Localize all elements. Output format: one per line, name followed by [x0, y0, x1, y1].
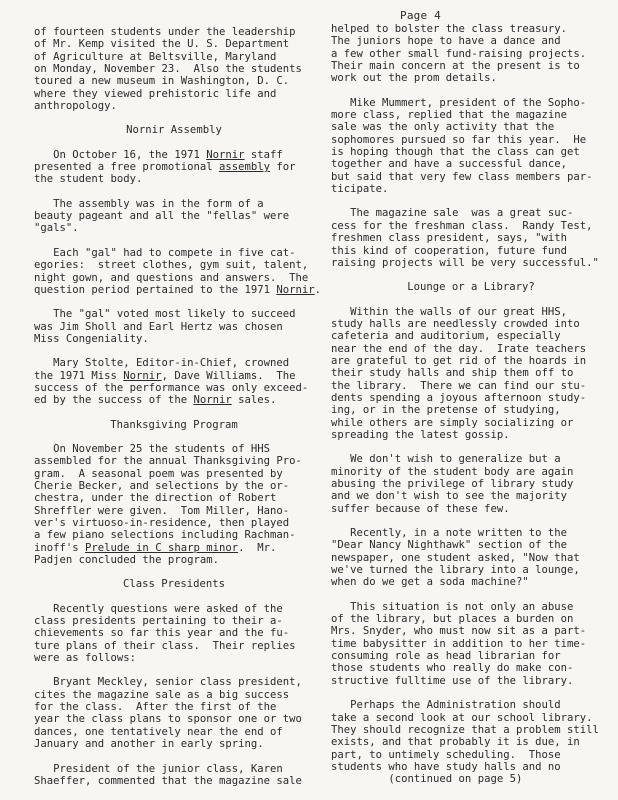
underlined-nornir: Nornir [193, 394, 232, 407]
intro-paragraph: of fourteen students under the leadership of Mr. Kemp visited the U. S. Department of Agriculture at Beltsville, Maryland on Monday, November 23. Also the students toured a new museum in Washington, D. C. where they viewed prehistoric life and anthropology. [34, 26, 302, 113]
sophomore-paragraph: Mike Mummert, president of the Sopho- more class, replied that the magazine sale was the only activity that the sophomores pursued so far this year. He is hoping though that the class can get together and have a successful dance, but said that very few class members par- ticipate. [331, 96, 593, 196]
left-column [34, 26, 322, 799]
bryant-paragraph: Bryant Meckley, senior class president, cites the magazine sale as a big success for the class. After the first of the year the class plans to sponsor one or two dances, one tentatively near the end of January and another in early spring. [34, 676, 302, 751]
freshman-paragraph: The magazine sale was a great suc- cess for the freshman class. Randy Test, freshmen class president, says, "with this kind of cooperation, future fund raising projects will be very successful." [331, 207, 599, 269]
thanksgiving-heading: Thanksgiving Program [110, 418, 238, 431]
lounge-heading: Lounge or a Library? [407, 281, 535, 294]
recently-paragraph: Recently questions were asked of the class presidents pertaining to their a- chievements so far this year and the fu- ture plans of their class. Their replies were as follows: [34, 602, 296, 665]
categories-paragraph [34, 246, 322, 296]
thanksgiving-paragraph [34, 443, 314, 566]
text-run: On November 25 the students of HHS assembled for the annual Thanksgiving Pro- gram. A seasonal poem was presented by Cherie Becker, and selections by the or- chestra, under the direction of Robert Shreffler were given. Tom Miller, Hano- ver's virtuoso-in-residence, then played a few piano selections including Rachman- inoff's [34, 442, 302, 554]
underlined-nornir: Nornir [276, 283, 315, 296]
crowned-paragraph [34, 357, 314, 406]
nighthawk-paragraph: Recently, in a note written to the "Dear Nancy Nighthawk" section of the newspaper, one student asked, "Now that we've turned the library into a lounge, when do we get a soda machine?" [331, 527, 580, 589]
underlined-nornir: Nornir [206, 148, 245, 161]
right-column [331, 23, 611, 798]
pageant-paragraph: The assembly was in the form of a beauty pageant and all the "fellas" were "gals". [34, 197, 290, 235]
abuse-paragraph: This situation is not only an abuse of the library, but places a burden on Mrs. Snyder, who must now sit as a part- time babysitter in addition to her time- consuming role as head librarian for those students who really do make con- structive fulltime use of the library. [331, 600, 587, 687]
underlined-assembly: assembly [218, 161, 270, 174]
class-presidents-heading: Class Presidents [122, 578, 226, 591]
text-run: staff presented a free promotional [34, 148, 283, 174]
underlined-prelude-title: Prelude in C sharp minor [85, 541, 239, 554]
text-run: , Dave Williams. The success of the performance was only exceed- ed by the success of the [34, 369, 309, 407]
bolster-paragraph: helped to bolster the class treasury. The juniors hope to have a dance and a few other small fund-raising projects. Their main concern at the present is to work out the prom details. [331, 23, 587, 85]
text-run: sales. [231, 394, 277, 407]
text-run: . [314, 283, 322, 296]
nornir-assembly-heading: Nornir Assembly [126, 124, 222, 137]
generalize-paragraph: We don't wish to generalize but a minority of the student body are again abusing the privilege of library study and we don't wish to see the majority suffer because of these few. [331, 453, 574, 515]
text-run: Mary Stolte, Editor-in-Chief, crowned the 1971 Miss [34, 357, 290, 382]
voted-paragraph: The "gal" voted most likely to succeed was Jim Sholl and Earl Hertz was chosen Miss Congeniality. [34, 308, 296, 345]
text-run: for the student body. [34, 161, 296, 186]
administration-paragraph: Perhaps the Administration should take a second look at our school library. They should recognize that a problem still exists, and that probably it is due, in part, to untimely scheduling. Those students who have study halls and no (continued on page 5) [331, 699, 599, 786]
library-walls-paragraph: Within the walls of our great HHS, study halls are needlessly crowded into cafeteria and auditorium, especially near the end of the day. Irate teachers are grateful to get rid of the hoards in their study halls and ship them off to the library. There we can find our stu- dents spending a joyous afternoon study- ing, or in the pretense of studying, while others are simply socializing or spreading the latest gossip. [331, 305, 587, 441]
october-16-paragraph [34, 149, 314, 186]
text-run: . Mr. Padjen concluded the program. [34, 541, 277, 567]
text-run: On October 16, the 1971 [34, 148, 207, 161]
junior-paragraph: President of the junior class, Karen Shaeffer, commented that the magazine sale [34, 762, 302, 787]
underlined-nornir: Nornir [123, 369, 162, 382]
text-run: Each "gal" had to compete in five cat- egories: street clothes, gym suit, talent, night gown, and questions and answers. The question period pertained to the 1971 [34, 246, 309, 296]
page-number: Page 4 [400, 9, 441, 22]
